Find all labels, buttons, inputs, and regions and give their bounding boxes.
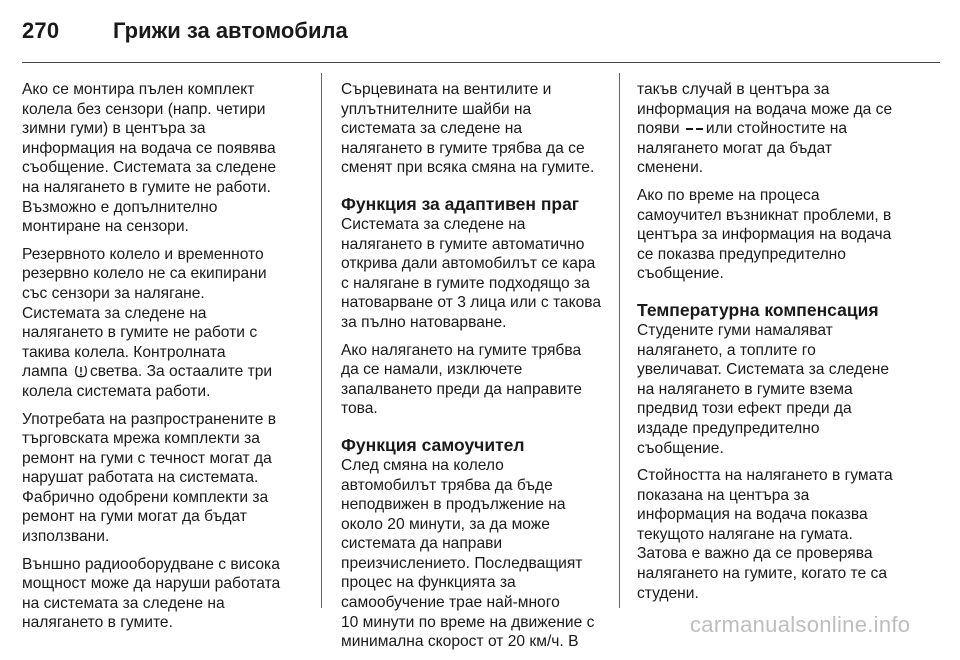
paragraph (22, 80, 307, 237)
text-line: сменени. (637, 159, 704, 177)
paragraph (341, 215, 626, 333)
text-line: Възможно е допълнително (22, 198, 218, 216)
text-column-2 (341, 80, 626, 660)
text-line: търговската мрежа комплекти за (22, 430, 260, 448)
text-column-1 (22, 80, 307, 641)
text-line: Затова е важно да се проверява (637, 545, 873, 563)
page-header (0, 0, 960, 60)
text-fragment: светва. За остаалите три (89, 363, 273, 381)
header-divider (22, 62, 940, 63)
text-line: автомобилът трябва да бъде (341, 476, 553, 494)
section-heading: Температурна компенсация (637, 299, 879, 320)
text-line: сменят при всяка смяна на гумите. (341, 159, 595, 177)
text-line: Системата за следене на (341, 215, 526, 233)
text-line: налягането в гумите автоматично (341, 235, 585, 253)
text-line: ремонт на гуми с течност могат да (22, 449, 272, 467)
text-fragment: или стойностите на (705, 120, 848, 138)
text-line: налягането в гумите трябва да се (341, 139, 585, 157)
text-line: Ако се монтира пълен комплект (22, 81, 255, 98)
text-line: Резервното колело и временното (22, 245, 264, 263)
text-line: съобщение. (637, 265, 724, 283)
text-line: това. (341, 400, 378, 418)
text-line: колела системата работи. (22, 382, 211, 400)
column-divider (321, 73, 322, 608)
text-line: монтиране на сензори. (22, 218, 189, 236)
text-line: самоучител възникнат проблеми, в (637, 206, 892, 224)
text-line: Употребата на разпространените в (22, 410, 277, 428)
text-line: запалването преди да направите (341, 380, 582, 398)
text-line: неподвижен в продължение на (341, 496, 566, 514)
watermark: carmanualsonline.info (690, 612, 911, 637)
text-line: на налягането в гумите взема (637, 380, 853, 398)
text-line: Ако по време на процеса (637, 186, 820, 204)
text-line: налягането на гумите, когато те са (637, 565, 888, 583)
text-line: резервно колело не са екипирани (22, 265, 267, 283)
paragraph (637, 80, 922, 178)
paragraph (341, 341, 626, 419)
text-line: След смяна на колело (341, 456, 504, 474)
text-line: със сензори за налягане. (22, 284, 205, 302)
text-line: зимни гуми) в центъра за (22, 120, 206, 138)
text-line: Сърцевината на вентилите и (341, 81, 552, 98)
text-line: на системата за следене на (22, 594, 225, 612)
text-line: използвани. (22, 528, 110, 546)
paragraph (22, 410, 307, 547)
paragraph (637, 466, 922, 603)
text-line: налягането в гумите не работи с (22, 324, 258, 342)
text-line: текущото налягане на гумата. (637, 525, 853, 543)
text-line: нарушат работата на системата. (22, 469, 259, 487)
text-line: преизчислението. Последващият (341, 554, 583, 572)
text-line: информация на водача може да се (637, 100, 893, 118)
text-line: с налягане в гумите подходящо за (341, 274, 590, 292)
text-line: уплътнителните шайби на (341, 100, 532, 118)
text-line: Студените гуми намаляват (637, 321, 833, 339)
text-line: налягането, а топлите го (637, 341, 816, 359)
text-line: информация на водача показва (637, 506, 868, 524)
double-dash-icon (685, 125, 705, 133)
paragraph (341, 80, 626, 178)
text-line: процес на функцията за (341, 574, 516, 592)
text-line: налягането в гумите. (22, 614, 173, 632)
page-number: 270 (22, 18, 60, 43)
text-fragment: появи (637, 120, 680, 138)
page-title: Грижи за автомобила (113, 18, 348, 43)
text-line: Ако налягането на гумите трябва (341, 341, 582, 359)
text-line: 10 минути по време на движение с (341, 613, 595, 631)
text-line: системата за следене на (341, 120, 523, 138)
text-line: центъра за информация на водача (637, 226, 892, 244)
paragraph (637, 321, 922, 458)
section-heading: Функция за адаптивен праг (341, 193, 580, 214)
text-line: Системата за следене на (22, 304, 207, 322)
text-line (22, 362, 307, 382)
text-line: колела без сензори (напр. четири (22, 100, 266, 118)
text-line: информация на водача се появява (22, 139, 276, 157)
text-line: Стойността на налягането в гумата (637, 467, 893, 485)
text-line: да се намали, изключете (341, 361, 523, 379)
text-line: такива колела. Контролната (22, 343, 226, 361)
text-line: съобщение. (637, 439, 724, 457)
text-line: самообучение трае най-много (341, 594, 560, 612)
section-heading: Функция самоучител (341, 434, 525, 455)
text-fragment: лампа (22, 363, 68, 381)
text-line: увеличават. Системата за следене (637, 361, 890, 379)
text-line: такъв случай в центъра за (637, 81, 830, 98)
text-line: се показва предупредително (637, 245, 846, 263)
text-column-3 (637, 80, 922, 611)
text-line: издаде предупредително (637, 419, 820, 437)
text-line: Външно радиооборудване с висока (22, 555, 280, 573)
text-line: студени. (637, 584, 699, 602)
text-line: минимална скорост от 20 км/ч. В (341, 633, 579, 651)
text-line (637, 119, 922, 139)
text-line: мощност може да наруши работата (22, 575, 281, 593)
paragraph (637, 186, 922, 284)
tire-pressure-warning-icon (74, 364, 88, 378)
paragraph (341, 456, 626, 652)
text-line: открива дали автомобилът се кара (341, 255, 596, 273)
text-line: Фабрично одобрени комплекти за (22, 488, 269, 506)
text-line: показана на центъра за (637, 486, 810, 504)
text-line: ремонт на гуми могат да бъдат (22, 508, 247, 526)
text-line: около 20 минути, за да може (341, 515, 550, 533)
text-line: натоварване от 3 лица или с такова (341, 294, 602, 312)
text-line: съобщение. Системата за следене (22, 159, 276, 177)
text-line: предвид този ефект преди да (637, 400, 852, 418)
text-line: за пълно натоварване. (341, 313, 507, 331)
text-line: налягането могат да бъдат (637, 139, 832, 157)
text-line: системата да направи (341, 535, 503, 553)
paragraph (22, 245, 307, 402)
text-line: на налягането в гумите не работи. (22, 178, 271, 196)
paragraph (22, 555, 307, 633)
